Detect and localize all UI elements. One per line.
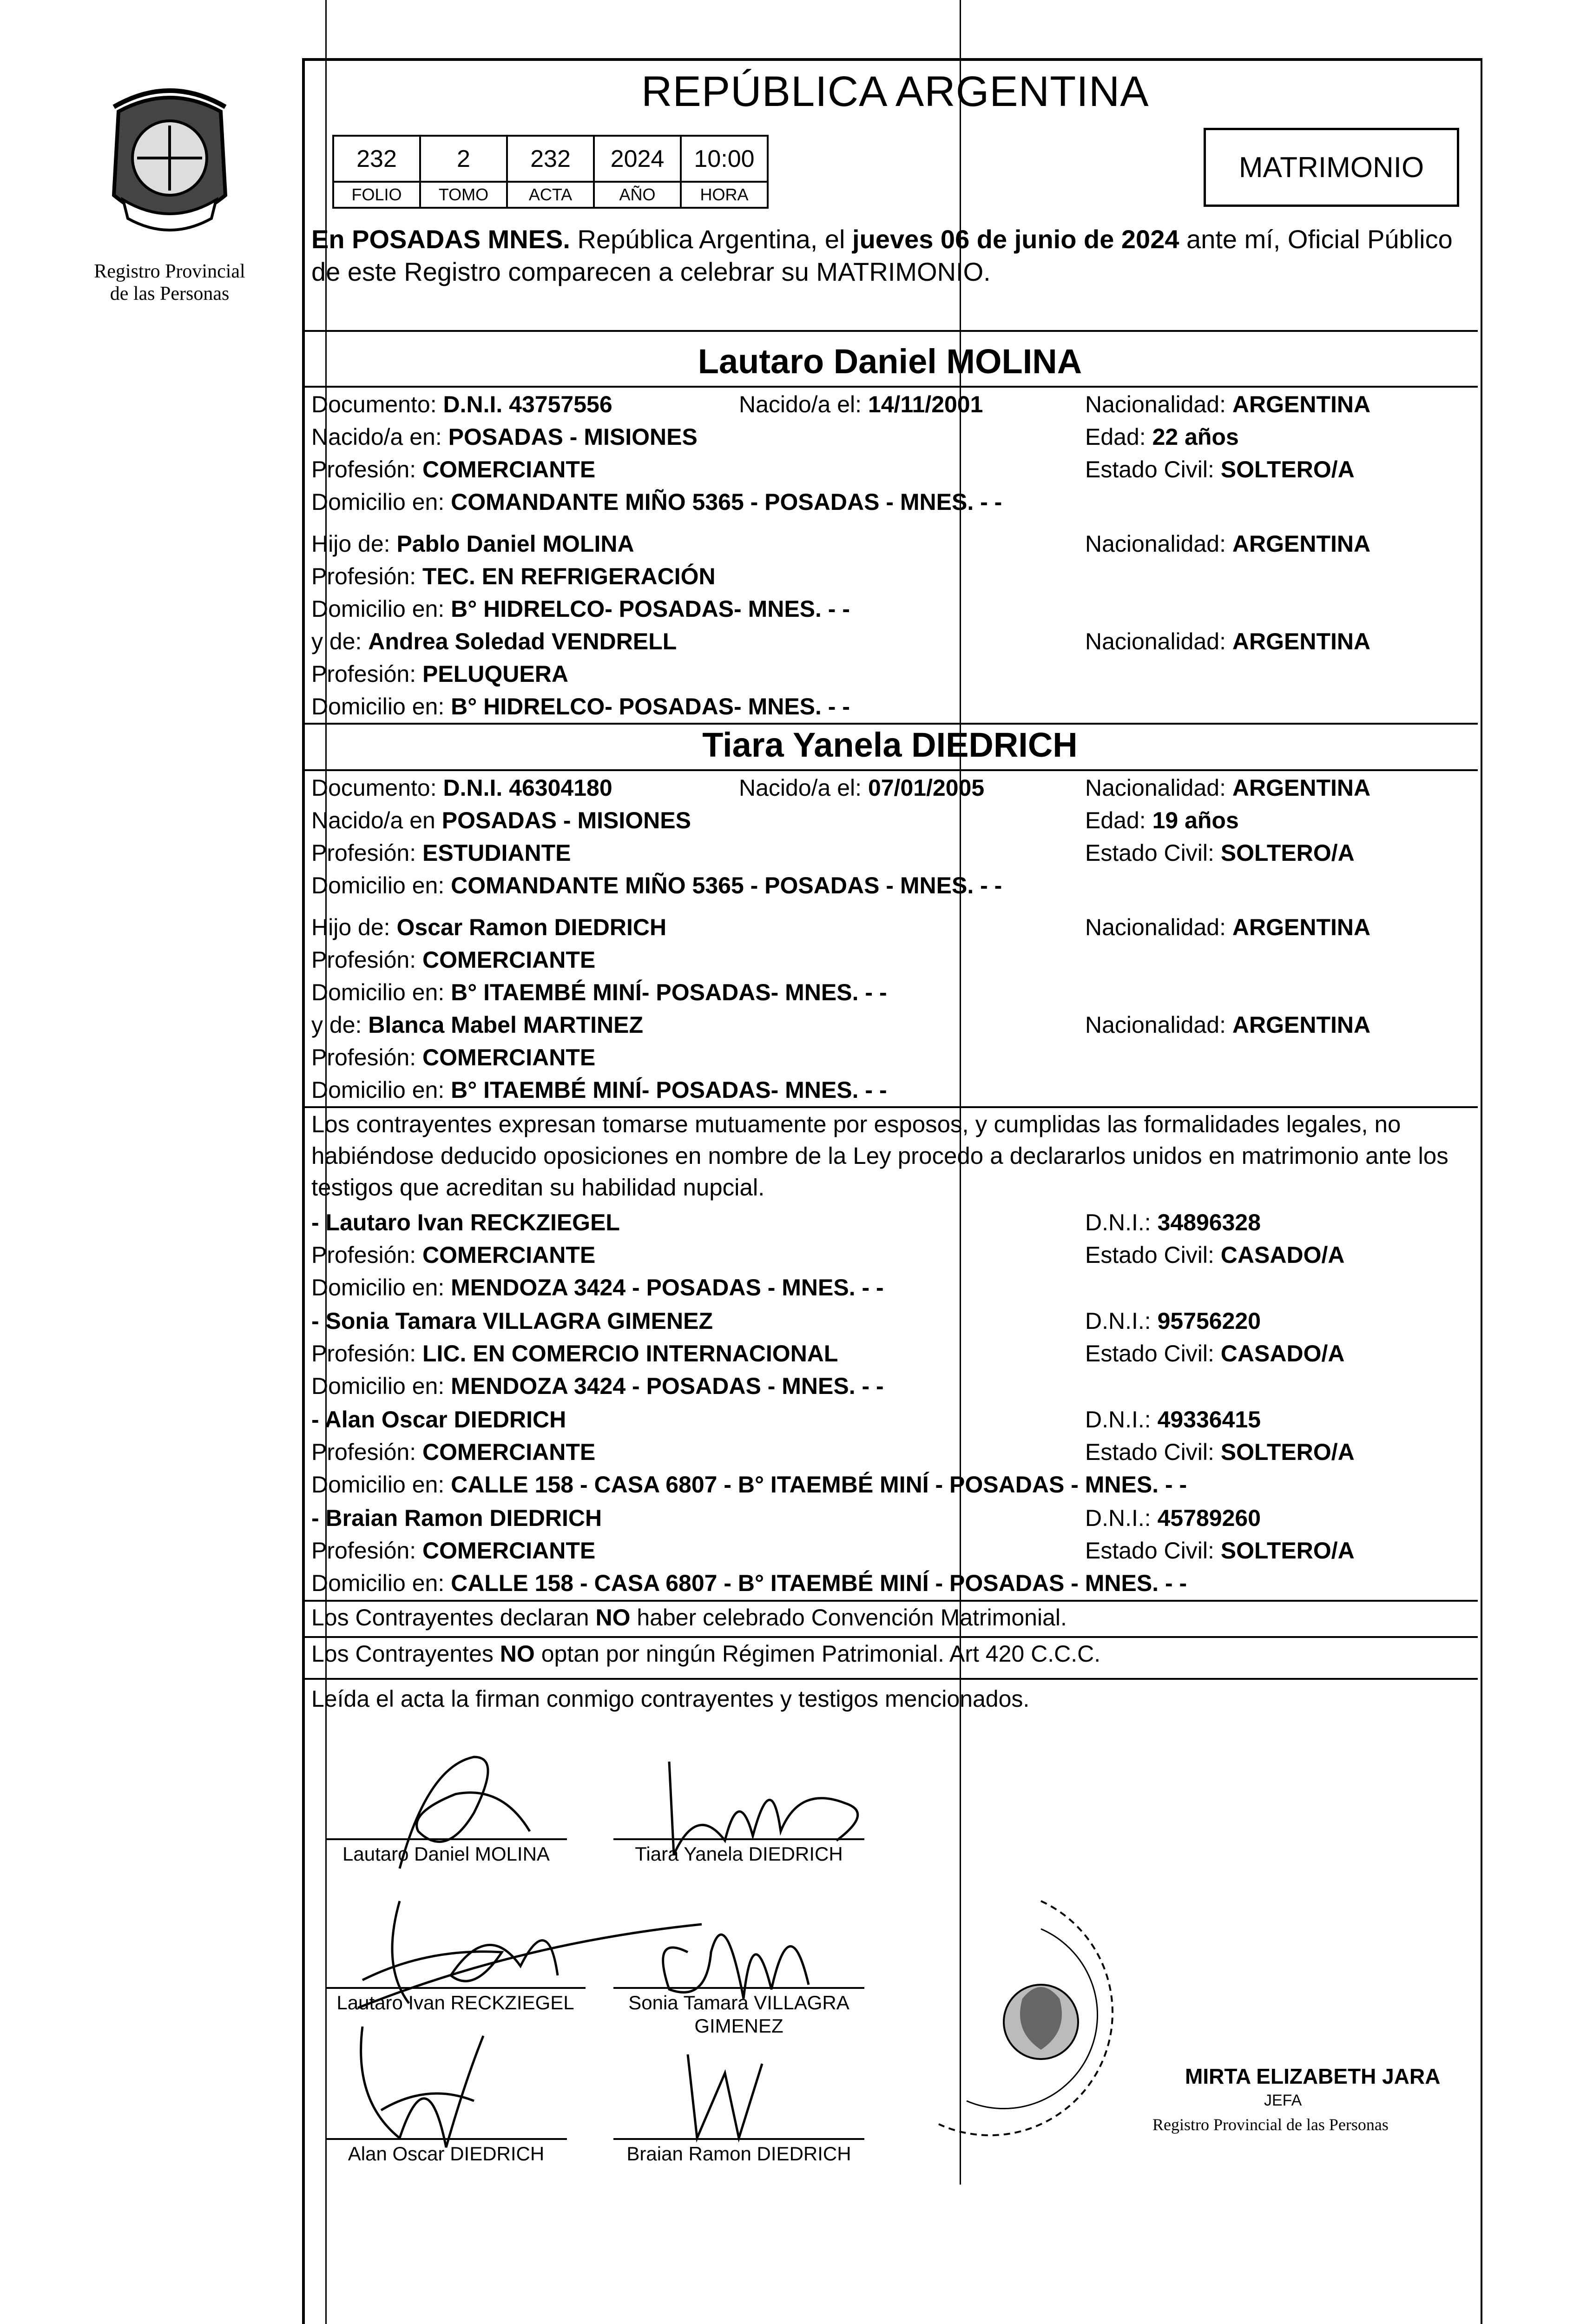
witness-2-civil: Estado Civil: CASADO/A	[1085, 1340, 1345, 1367]
bride-dom: Domicilio en: COMANDANTE MIÑO 5365 - POSADAS - MNES. - -	[311, 872, 1002, 898]
bride-prof: Profesión: ESTUDIANTE	[311, 840, 571, 866]
acta-value: 232	[507, 136, 594, 182]
bride-father-nat: Nacionalidad: ARGENTINA	[1085, 914, 1371, 940]
signature-line	[613, 1987, 864, 1989]
logo-caption-line1: Registro Provincial	[94, 261, 245, 282]
divider	[302, 1106, 1478, 1108]
anio-label: AÑO	[594, 182, 681, 208]
groom-civil: Estado Civil: SOLTERO/A	[1085, 456, 1355, 482]
folio-label: FOLIO	[333, 182, 420, 208]
witness-1-dom: Domicilio en: MENDOZA 3424 - POSADAS - MNES. - -	[311, 1274, 884, 1301]
witness-1-dni: D.N.I.: 34896328	[1085, 1209, 1261, 1235]
signature-line	[325, 1987, 586, 1989]
divider	[302, 330, 1478, 332]
bride-doc: Documento: D.N.I. 46304180	[311, 775, 612, 801]
page-title: REPÚBLICA ARGENTINA	[641, 68, 1149, 115]
groom-father-prof: Profesión: TEC. EN REFRIGERACIÓN	[311, 563, 716, 589]
provincial-seal-icon	[86, 79, 253, 246]
bride-father: Hijo de: Oscar Ramon DIEDRICH	[311, 914, 667, 940]
witness-2-dni: D.N.I.: 95756220	[1085, 1308, 1261, 1334]
signature-label-witness-4: Braian Ramon DIEDRICH	[626, 2143, 851, 2165]
groom-mother: y de: Andrea Soledad VENDRELL	[311, 628, 677, 654]
signature-line	[325, 2138, 567, 2140]
signature-label-groom: Lautaro Daniel MOLINA	[342, 1843, 550, 1865]
signature-line	[613, 1838, 864, 1840]
signature-scribble-icon	[660, 2045, 799, 2147]
note-convention: Los Contrayentes declaran NO haber celebrado Convención Matrimonial.	[311, 1604, 1067, 1631]
acta-label: ACTA	[507, 182, 594, 208]
hora-value: 10:00	[681, 136, 768, 182]
intro-place: En POSADAS MNES.	[311, 224, 570, 254]
signature-label-witness-3: Alan Oscar DIEDRICH	[348, 2143, 545, 2165]
acta-table	[332, 135, 769, 209]
logo-caption	[60, 260, 279, 305]
bride-name: Tiara Yanela DIEDRICH	[702, 726, 1078, 764]
witness-2-dom: Domicilio en: MENDOZA 3424 - POSADAS - MNES. - -	[311, 1373, 884, 1399]
witness-1-civil: Estado Civil: CASADO/A	[1085, 1242, 1345, 1268]
signature-line	[613, 2138, 864, 2140]
fold-line	[960, 0, 961, 2185]
bride-father-prof: Profesión: COMERCIANTE	[311, 947, 596, 973]
intro-date: jueves 06 de junio de 2024	[852, 224, 1179, 254]
witness-3-dni: D.N.I.: 49336415	[1085, 1406, 1261, 1433]
witness-3-prof: Profesión: COMERCIANTE	[311, 1439, 596, 1465]
divider	[302, 769, 1478, 771]
witness-3-civil: Estado Civil: SOLTERO/A	[1085, 1439, 1355, 1465]
official-role: JEFA	[1264, 2092, 1302, 2109]
signature-label-witness-2-line1: Sonia Tamara VILLAGRA	[628, 1992, 849, 2014]
bride-born-in: Nacido/a en POSADAS - MISIONES	[311, 807, 691, 833]
official-office: Registro Provincial de las Personas	[1152, 2115, 1389, 2134]
groom-doc: Documento: D.N.I. 43757556	[311, 391, 612, 417]
groom-mother-nat: Nacionalidad: ARGENTINA	[1085, 628, 1371, 654]
intro-text1: República Argentina, el	[570, 224, 853, 254]
folio-value: 232	[333, 136, 420, 182]
signature-scribble-icon	[335, 2017, 502, 2157]
divider	[302, 1636, 1478, 1638]
divider	[302, 1678, 1478, 1680]
groom-father-dom: Domicilio en: B° HIDRELCO- POSADAS- MNES. - -	[311, 596, 850, 622]
tomo-value: 2	[420, 136, 507, 182]
groom-mother-dom: Domicilio en: B° HIDRELCO- POSADAS- MNES. - -	[311, 693, 850, 720]
witness-4-prof: Profesión: COMERCIANTE	[311, 1538, 596, 1564]
document-type-box: MATRIMONIO	[1204, 128, 1459, 207]
note-signatures: Leída el acta la firman conmigo contrayentes y testigos mencionados.	[311, 1686, 1030, 1712]
hora-label: HORA	[681, 182, 768, 208]
bride-civil: Estado Civil: SOLTERO/A	[1085, 840, 1355, 866]
witness-2-prof: Profesión: LIC. EN COMERCIO INTERNACIONAL	[311, 1340, 838, 1367]
intro-text2: ante mí, Oficial Público de este Registro comparecen a celebrar su MATRIMONIO.	[311, 224, 1453, 286]
bride-mother-dom: Domicilio en: B° ITAEMBÉ MINÍ- POSADAS- MNES. - -	[311, 1077, 887, 1103]
official-stamp-icon	[911, 1882, 1171, 2208]
witness-3-name: - Alan Oscar DIEDRICH	[311, 1406, 566, 1433]
witness-1-name: - Lautaro Ivan RECKZIEGEL	[311, 1209, 620, 1235]
groom-name: Lautaro Daniel MOLINA	[698, 342, 1082, 381]
witness-4-civil: Estado Civil: SOLTERO/A	[1085, 1538, 1355, 1564]
anio-value: 2024	[594, 136, 681, 182]
witness-4-name: - Braian Ramon DIEDRICH	[311, 1505, 602, 1531]
witness-2-name: - Sonia Tamara VILLAGRA GIMENEZ	[311, 1308, 713, 1334]
bride-mother: y de: Blanca Mabel MARTINEZ	[311, 1012, 644, 1038]
bride-born-on: Nacido/a el: 07/01/2005	[739, 775, 985, 801]
bride-mother-prof: Profesión: COMERCIANTE	[311, 1044, 596, 1070]
groom-born-in: Nacido/a en: POSADAS - MISIONES	[311, 424, 698, 450]
bride-age: Edad: 19 años	[1085, 807, 1239, 833]
divider	[302, 723, 1478, 725]
signature-line	[325, 1838, 567, 1840]
groom-nat: Nacionalidad: ARGENTINA	[1085, 391, 1371, 417]
signature-label-witness-1: Lautaro Ivan RECKZIEGEL	[336, 1992, 574, 2014]
groom-born-on: Nacido/a el: 14/11/2001	[739, 391, 983, 417]
groom-father: Hijo de: Pablo Daniel MOLINA	[311, 531, 634, 557]
bride-nat: Nacionalidad: ARGENTINA	[1085, 775, 1371, 801]
intro-paragraph	[311, 223, 1478, 288]
groom-prof: Profesión: COMERCIANTE	[311, 456, 596, 482]
official-name: MIRTA ELIZABETH JARA	[1185, 2064, 1441, 2088]
witness-4-dom: Domicilio en: CALLE 158 - CASA 6807 - B° ITAEMBÉ MINÍ - POSADAS - MNES. - -	[311, 1570, 1187, 1596]
groom-father-nat: Nacionalidad: ARGENTINA	[1085, 531, 1371, 557]
note-regime: Los Contrayentes NO optan por ningún Régimen Patrimonial. Art 420 C.C.C.	[311, 1641, 1101, 1667]
signature-label-bride: Tiara Yanela DIEDRICH	[635, 1843, 843, 1865]
declaration-text: Los contrayentes expresan tomarse mutuamente por esposos, y cumplidas las formalidades legales, no habiéndose deducido oposiciones en nombre de la Ley procedo a declararlos unidos en matrimonio ante los testigos que acreditan su habilidad nupcial.	[311, 1111, 1448, 1201]
witness-3-dom: Domicilio en: CALLE 158 - CASA 6807 - B° ITAEMBÉ MINÍ - POSADAS - MNES. - -	[311, 1472, 1187, 1498]
groom-dom: Domicilio en: COMANDANTE MIÑO 5365 - POSADAS - MNES. - -	[311, 489, 1002, 515]
groom-mother-prof: Profesión: PELUQUERA	[311, 661, 568, 687]
logo-caption-line2: de las Personas	[110, 283, 230, 304]
tomo-label: TOMO	[420, 182, 507, 208]
witness-4-dni: D.N.I.: 45789260	[1085, 1505, 1261, 1531]
bride-father-dom: Domicilio en: B° ITAEMBÉ MINÍ- POSADAS- MNES. - -	[311, 979, 887, 1005]
signature-label-witness-2-line2: GIMENEZ	[694, 2015, 783, 2037]
witness-1-prof: Profesión: COMERCIANTE	[311, 1242, 596, 1268]
divider	[302, 386, 1478, 388]
bride-mother-nat: Nacionalidad: ARGENTINA	[1085, 1012, 1371, 1038]
groom-age: Edad: 22 años	[1085, 424, 1239, 450]
divider	[302, 1600, 1478, 1602]
